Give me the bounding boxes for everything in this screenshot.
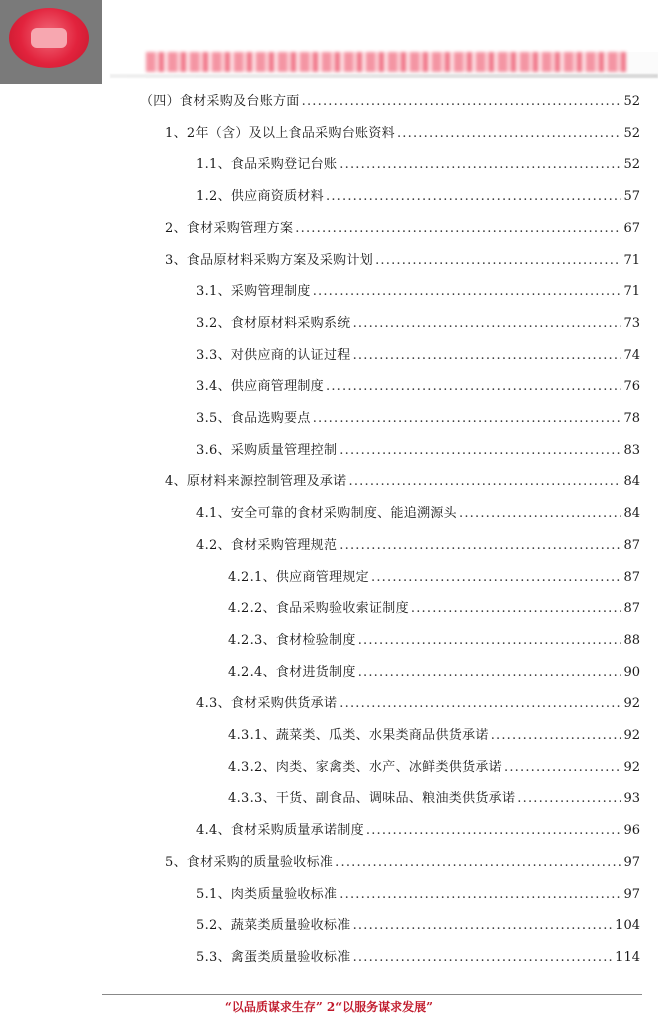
toc-dot-leader (335, 851, 621, 875)
toc-entry-page: 84 (623, 506, 640, 522)
toc-entry-page: 67 (623, 220, 640, 236)
toc-entry-page: 92 (623, 759, 640, 775)
toc-entry[interactable] (0, 566, 640, 590)
header-banner (110, 52, 658, 78)
toc-dot-leader (358, 629, 622, 653)
toc-entry-page: 87 (623, 601, 640, 617)
toc-entry-page: 104 (615, 918, 640, 934)
toc-entry[interactable] (0, 819, 640, 843)
toc-dot-leader (348, 470, 621, 494)
toc-entry-page: 114 (615, 949, 640, 965)
toc-dot-leader (302, 90, 622, 114)
toc-entry-title: 4.2.4、食材进货制度 (228, 664, 356, 680)
toc-dot-leader (339, 153, 621, 177)
toc-dot-leader (295, 217, 621, 241)
toc-entry-page: 71 (623, 284, 640, 300)
toc-entry-title: 4、原材料来源控制管理及承诺 (165, 474, 347, 490)
toc-entry-title: 1.1、食品采购登记台账 (196, 157, 338, 173)
toc-entry-title: 5.1、肉类质量验收标准 (196, 886, 338, 902)
toc-entry-title: 4.4、食材采购质量承诺制度 (196, 823, 364, 839)
header-rule (110, 74, 658, 78)
toc-entry-title: 3、食品原材料采购方案及采购计划 (165, 252, 374, 268)
toc-entry-title: 3.3、对供应商的认证过程 (196, 347, 351, 363)
toc-dot-leader (397, 122, 622, 146)
toc-dot-leader (411, 597, 622, 621)
toc-dot-leader (504, 756, 621, 780)
toc-entry-title: 1.2、供应商资质材料 (196, 189, 324, 205)
toc-dot-leader (326, 375, 621, 399)
toc-entry[interactable] (0, 914, 640, 938)
toc-entry-page: 57 (623, 189, 640, 205)
toc-entry-title: （四）食材采购及台账方面 (140, 94, 300, 109)
toc-entry[interactable] (0, 597, 640, 621)
toc-entry-page: 87 (623, 537, 640, 553)
toc-entry[interactable] (0, 787, 640, 811)
toc-entry[interactable] (0, 502, 640, 526)
toc-entry[interactable] (0, 534, 640, 558)
toc-entry[interactable] (0, 375, 640, 399)
toc-entry-title: 4.3.2、肉类、家禽类、水产、冰鲜类供货承诺 (228, 759, 502, 775)
footer-divider (102, 994, 642, 995)
toc-entry-title: 1、2年（含）及以上食品采购台账资料 (165, 125, 395, 141)
toc-entry-title: 3.6、采购质量管理控制 (196, 442, 338, 458)
toc-entry-title: 3.5、食品选购要点 (196, 411, 311, 426)
toc-entry[interactable] (0, 90, 640, 114)
toc-entry-title: 4.2.2、食品采购验收索证制度 (228, 601, 409, 617)
toc-dot-leader (339, 439, 621, 463)
toc-entry-title: 3.4、供应商管理制度 (196, 379, 324, 395)
toc-entry-title: 5.2、蔬菜类质量验收标准 (196, 918, 351, 934)
toc-entry-title: 4.2.3、食材检验制度 (228, 632, 356, 648)
toc-entry-page: 97 (623, 854, 640, 870)
toc-entry-page: 83 (623, 442, 640, 458)
toc-entry[interactable] (0, 946, 640, 970)
toc-entry-title: 4.3.3、干货、副食品、调味品、粮油类供货承诺 (228, 791, 516, 807)
toc-dot-leader (326, 185, 621, 209)
toc-entry-page: 52 (623, 94, 640, 109)
toc-dot-leader (353, 946, 614, 970)
toc-entry[interactable] (0, 153, 640, 177)
toc-entry-title: 4.3、食材采购供货承诺 (196, 696, 338, 712)
toc-entry[interactable] (0, 851, 640, 875)
toc-entry[interactable] (0, 407, 640, 431)
toc-entry[interactable] (0, 249, 640, 273)
toc-entry-page: 88 (623, 632, 640, 648)
toc-entry-page: 52 (623, 157, 640, 173)
toc-entry[interactable] (0, 756, 640, 780)
header-logo (0, 0, 102, 84)
toc-entry-title: 4.3.1、蔬菜类、瓜类、水果类商品供货承诺 (228, 728, 489, 743)
toc-entry-page: 93 (623, 791, 640, 807)
toc-dot-leader (339, 883, 621, 907)
toc-dot-leader (353, 914, 614, 938)
toc-entry[interactable] (0, 470, 640, 494)
toc-entry[interactable] (0, 280, 640, 304)
company-seal-icon (9, 8, 89, 68)
company-name-banner (146, 52, 626, 72)
toc-entry[interactable] (0, 661, 640, 685)
toc-entry-page: 74 (623, 347, 640, 363)
toc-entry-title: 2、食材采购管理方案 (165, 220, 294, 236)
toc-entry[interactable] (0, 883, 640, 907)
toc-dot-leader (353, 312, 622, 336)
toc-entry-title: 4.2.1、供应商管理规定 (228, 569, 369, 585)
toc-entry[interactable] (0, 692, 640, 716)
toc-dot-leader (339, 692, 621, 716)
toc-entry-page: 92 (623, 728, 640, 743)
footer-slogan: “以品质谋求生存” 2“以服务谋求发展” (224, 1000, 434, 1014)
toc-entry-page: 92 (623, 696, 640, 712)
toc-entry-title: 5.3、禽蛋类质量验收标准 (196, 949, 351, 965)
toc-entry-page: 73 (623, 315, 640, 331)
toc-dot-leader (339, 534, 621, 558)
toc-entry-page: 87 (623, 569, 640, 585)
toc-entry-page: 78 (623, 411, 640, 426)
toc-entry[interactable] (0, 217, 640, 241)
toc-entry-title: 3.2、食材原材料采购系统 (196, 315, 351, 331)
toc-entry-page: 96 (623, 823, 640, 839)
toc-entry[interactable] (0, 122, 640, 146)
toc-entry[interactable] (0, 629, 640, 653)
toc-entry[interactable] (0, 185, 640, 209)
toc-dot-leader (313, 280, 622, 304)
toc-entry-title: 3.1、采购管理制度 (196, 284, 311, 300)
toc-dot-leader (459, 502, 621, 526)
toc-entry-page: 97 (623, 886, 640, 902)
toc-entry-page: 76 (623, 379, 640, 395)
toc-entry-page: 84 (623, 474, 640, 490)
toc-dot-leader (491, 724, 622, 748)
toc-entry-page: 71 (623, 252, 640, 268)
toc-entry[interactable] (0, 344, 640, 368)
toc-dot-leader (353, 344, 622, 368)
toc-entry-title: 4.1、安全可靠的食材采购制度、能追溯源头 (196, 506, 457, 522)
toc-entry-title: 4.2、食材采购管理规范 (196, 537, 338, 553)
toc-entry[interactable] (0, 724, 640, 748)
toc-entry-page: 90 (623, 664, 640, 680)
toc-dot-leader (375, 249, 621, 273)
toc-entry-title: 5、食材采购的质量验收标准 (165, 854, 334, 870)
toc-dot-leader (371, 566, 621, 590)
toc-dot-leader (358, 661, 622, 685)
toc-entry[interactable] (0, 312, 640, 336)
toc-dot-leader (313, 407, 622, 431)
toc-entry[interactable] (0, 439, 640, 463)
toc-dot-leader (366, 819, 622, 843)
toc-dot-leader (517, 787, 621, 811)
toc-entry-page: 52 (623, 125, 640, 141)
